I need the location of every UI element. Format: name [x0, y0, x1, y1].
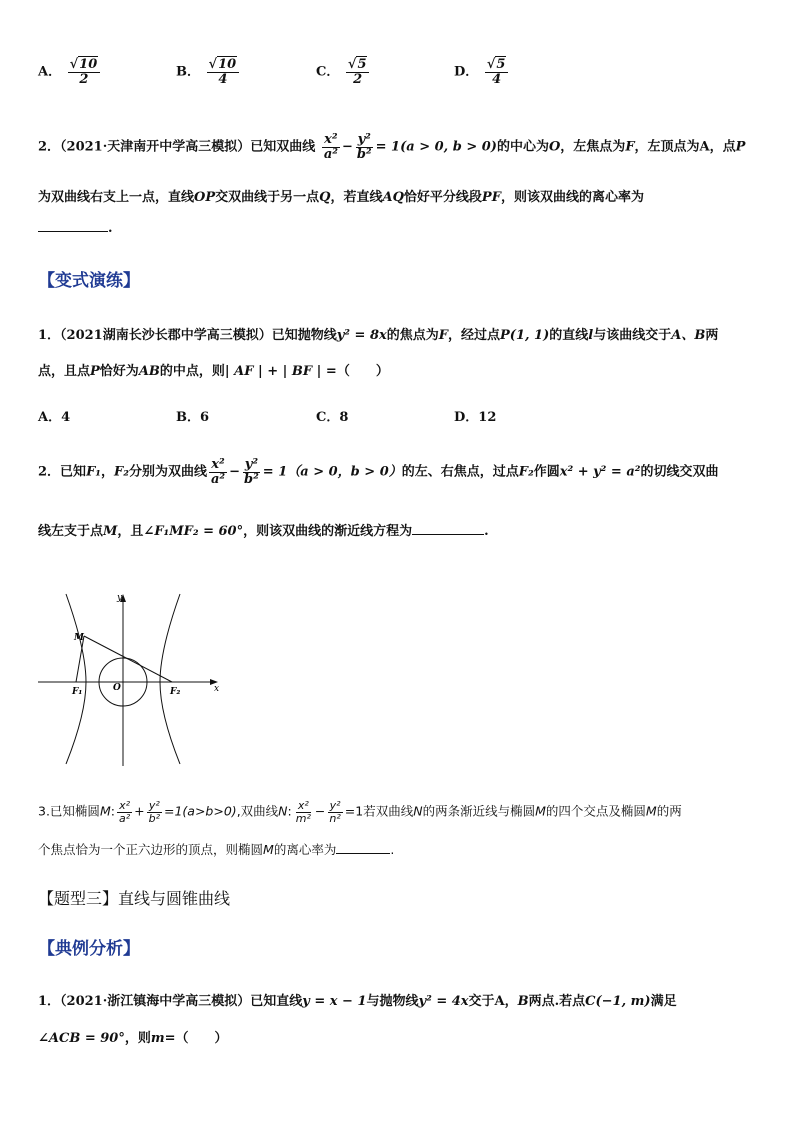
variant-1-line2: 点，且点P恰好为AB的中点，则| AF | + | BF | =（ ）: [38, 364, 389, 379]
question-2-line1: 2．（2021·天津南开中学高三模拟）已知双曲线 $\frac{\text{x²}}{\text{a²}}$ − $\frac{\text{y²}}{\text{b²}}$ = 1(a > 0, b > 0)的中心为O，左焦点为F，左顶点为A，点P: [38, 132, 746, 162]
fraction-y2-n2: $\frac{\text{y²}}{\text{n²}}$: [329, 799, 341, 825]
label-F1: F₁: [72, 687, 83, 697]
question-2-line2: 为双曲线右支上一点，直线OP交双曲线于另一点Q，若直线AQ恰好平分线段PF，则该双曲线的离心率为: [38, 190, 644, 205]
sqrt-icon: √: [208, 57, 218, 72]
variant-3-line2: 个焦点恰为一个正六边形的顶点，则椭圆M的离心率为 .: [38, 842, 395, 857]
fraction-y2-b2: $\frac{\text{y²}}{\text{b²}}$: [356, 132, 372, 162]
fraction-x2-m2: $\frac{\text{x²}}{\text{m²}}$: [295, 799, 311, 825]
label-F2: F₂: [170, 687, 181, 697]
option-c-value: $\frac{√5}{2}$: [346, 58, 370, 86]
hyperbola-right-branch: [160, 594, 180, 764]
option-b[interactable]: B． $\frac{√10}{4}$: [176, 58, 241, 86]
sqrt-icon: √: [69, 57, 79, 72]
example-1-line1: 1．（2021·浙江镇海中学高三模拟）已知直线y = x − 1与抛物线y² = 4x交于A，B两点.若点C(−1, m)满足: [38, 994, 677, 1009]
option-a-value: $\frac{√10}{2}$: [68, 58, 101, 86]
variant-2-line2: 线左支于点M，且∠F₁MF₂ = 60°，则该双曲线的渐近线方程为 .: [38, 524, 489, 539]
hyperbola-figure: [36, 588, 226, 768]
variant-2-line1: 2．已知F₁，F₂分别为双曲线 $\frac{\text{x²}}{\text{a²}}$ − $\frac{\text{y²}}{\text{b²}}$ = 1（a > 0，b > 0）的左、右焦点，过点F₂作圆x² + y² = a²的切线交双曲: [38, 457, 719, 487]
section-type3-title: 【题型三】直线与圆锥曲线: [38, 889, 231, 908]
question-2-answer-line: .: [38, 221, 113, 236]
sqrt-icon: √: [347, 57, 357, 72]
variant-1-option-c[interactable]: C．8: [316, 410, 349, 425]
y-label: y: [117, 593, 123, 603]
hyperbola-left-branch: [66, 594, 86, 764]
option-a[interactable]: A． $\frac{√10}{2}$: [38, 58, 102, 86]
option-d-value: $\frac{√5}{4}$: [485, 58, 509, 86]
variant-3-line1: 3.已知椭圆M: $\frac{\text{x²}}{\text{a²}}$ + $\frac{\text{y²}}{\text{b²}}$ =1(a>b>0),双曲线N: $\frac{\text{x²}}{\text{m²}}$ − $\frac{\text{y²}}{\text{n²}}$ =1若双曲线N的两条渐近线与椭圆M的四个交点及椭圆M的两: [38, 799, 682, 825]
label-M: M: [74, 633, 84, 643]
variant-1-option-b[interactable]: B．6: [176, 410, 210, 425]
fraction-y2-b2: $\frac{\text{y²}}{\text{b²}}$: [148, 799, 160, 825]
option-b-value: $\frac{√10}{4}$: [207, 58, 240, 86]
section-variant-title: 【变式演练】: [38, 271, 140, 291]
fraction-x2-a2: $\frac{\text{x²}}{\text{a²}}$: [118, 799, 131, 825]
label-O: O: [113, 683, 121, 693]
answer-blank[interactable]: [412, 524, 484, 535]
sqrt-icon: √: [486, 57, 496, 72]
x-label: x: [214, 684, 220, 694]
option-c[interactable]: C． $\frac{√5}{2}$: [316, 58, 371, 86]
fraction-y2-b2: $\frac{\text{y²}}{\text{b²}}$: [244, 457, 259, 487]
answer-blank[interactable]: [38, 221, 108, 232]
section-example-title: 【典例分析】: [38, 939, 140, 959]
variant-1-line1: 1．（2021湖南长沙长郡中学高三模拟）已知抛物线y² = 8x的焦点为F，经过点P(1, 1)的直线l与该曲线交于A、B两: [38, 328, 719, 343]
variant-1-option-d[interactable]: D．12: [454, 410, 497, 425]
fraction-x2-a2: $\frac{\text{x²}}{\text{a²}}$: [210, 457, 226, 487]
option-d[interactable]: D． $\frac{√5}{4}$: [454, 58, 510, 86]
segment-M-F2: [84, 636, 172, 682]
answer-blank[interactable]: [336, 843, 390, 854]
example-1-line2: ∠ACB = 90°，则m=（ ）: [38, 1031, 228, 1046]
variant-1-option-a[interactable]: A．4: [38, 410, 71, 425]
fraction-x2-a2: $\frac{\text{x²}}{\text{a²}}$: [323, 132, 338, 162]
